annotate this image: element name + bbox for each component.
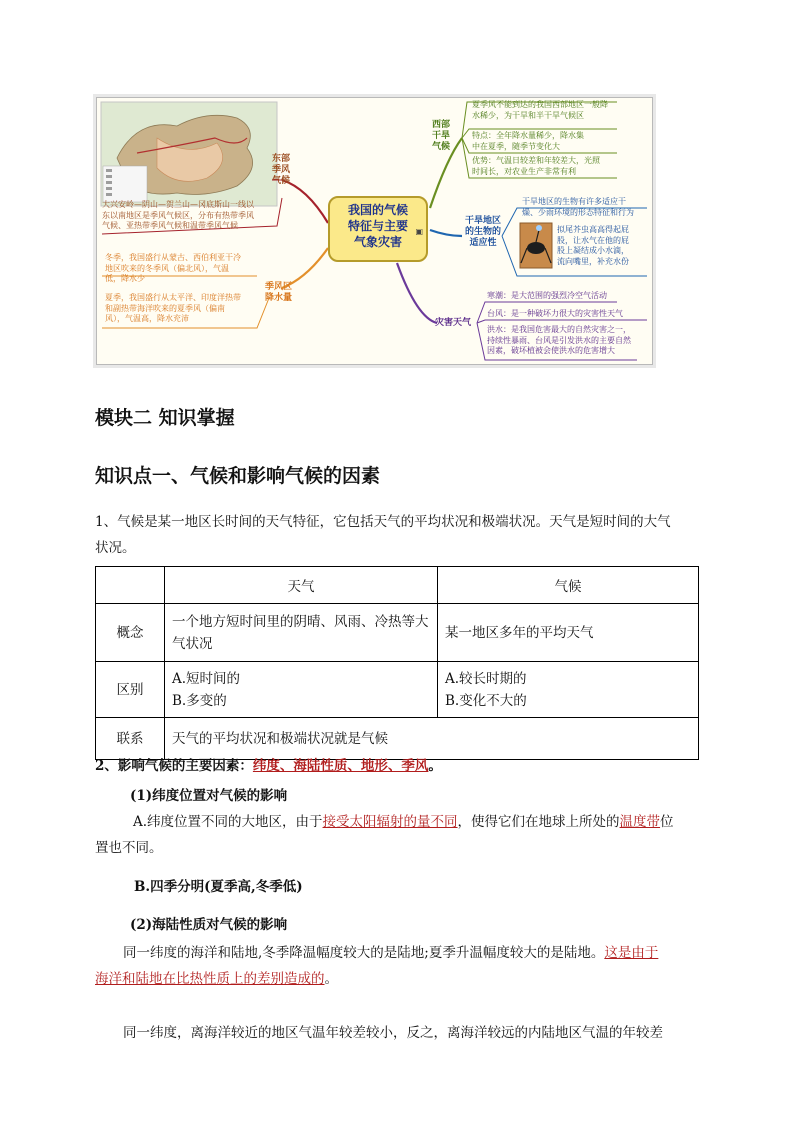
factors-key-highlight: 纬度、海陆性质、地形、季风 <box>252 758 429 774</box>
table-row <box>96 604 699 662</box>
weather-climate-table <box>95 566 699 760</box>
intro-paragraph: 1、气候是某一地区长时间的天气特征，它包括天气的平均状况和极端状况。天气是短时间的大气 状况。 <box>95 514 671 556</box>
branch-disaster-title: 灾害天气 <box>435 318 472 328</box>
latitude-paragraph-b: B.四季分明(夏季高,冬季低) <box>134 879 303 895</box>
sea-land-key-1: 这是由于 <box>604 945 659 961</box>
monsoon-winter-text: 冬季，我国盛行从蒙古、西伯利亚干冷 地区吹来的冬季风（偏北风），气温 低，降水少 <box>105 253 241 283</box>
knowledge-point-heading: 知识点一、气候和影响气候的因素 <box>95 465 381 487</box>
collapse-icon: ▣ <box>415 227 423 236</box>
sea-land-key-2: 海洋和陆地在比热性质上的差别造成的 <box>95 971 325 987</box>
row-label-concept: 概念 <box>96 604 165 662</box>
cell-weather-concept: 一个地方短时间里的阴晴、风雨、冷热等大 气状况 <box>165 604 438 662</box>
cell-climate-concept: 某一地区多年的平均天气 <box>438 604 699 662</box>
table-header-weather: 天气 <box>165 567 438 604</box>
east-monsoon-text: 大兴安岭—阴山—贺兰山—冈底斯山一线以 东以南地区是季风气候区，分布有热带季风 气候、亚热带季风气候和温带季风气候 <box>102 200 254 230</box>
table-header-empty <box>96 567 165 604</box>
disaster-item-1: 寒潮：是大范围的强烈冷空气活动 <box>487 291 607 300</box>
arid-adapt-item-1: 干旱地区的生物有许多适应干 燥、少雨环境的形态特征和行为 <box>522 197 634 217</box>
table-header-climate: 气候 <box>438 567 699 604</box>
cell-weather-difference: A.短时间的 B.多变的 <box>165 662 438 718</box>
disaster-item-3: 洪水：是我国危害最大的自然灾害之一， 持续性暴雨、台风是引发洪水的主要自然 因素，破坏植被会使洪水的危害增大 <box>487 325 631 355</box>
factors-line: 2、影响气候的主要因素：纬度、海陆性质、地形、季风。 <box>95 758 442 774</box>
table-header-row <box>96 567 699 604</box>
row-label-relation: 联系 <box>96 718 165 760</box>
sea-land-subheading: (2)海陆性质对气候的影响 <box>130 917 288 933</box>
cell-climate-difference: A.较长时期的 B.变化不大的 <box>438 662 699 718</box>
latitude-subheading: (1)纬度位置对气候的影响 <box>130 788 288 804</box>
monsoon-summer-text: 夏季，我国盛行从太平洋、印度洋热带 和副热带海洋吹来的夏季风（偏南 风），气温高，降水充沛 <box>105 293 241 323</box>
branch-west-arid-title: 西部 干旱 气候 <box>432 120 451 152</box>
table-row <box>96 662 699 718</box>
branch-east-monsoon-title: 东部 季风 气候 <box>272 154 291 186</box>
mind-map-figure <box>96 97 653 365</box>
sea-land-paragraph-2: 同一纬度，离海洋较近的地区气温年较差较小，反之，离海洋较远的内陆地区气温的年较差 <box>123 1025 663 1041</box>
sea-land-paragraph-1: 同一纬度的海洋和陆地,冬季降温幅度较大的是陆地;夏季升温幅度较大的是陆地。这是由于 海洋和陆地在比热性质上的差别造成的。 <box>95 945 659 987</box>
latitude-key-radiation: 接受太阳辐射的量不同 <box>322 814 458 830</box>
row-label-difference: 区别 <box>96 662 165 718</box>
branch-monsoon-rain-title: 季风区 降水量 <box>265 282 293 303</box>
arid-adapt-item-2: 拟尾芥虫高高得起屁 股，让水气在他的屁 股上凝结成小水滴， 流向嘴里，补充水份 <box>557 225 629 266</box>
latitude-key-temperature-zone: 温度带 <box>619 814 661 830</box>
disaster-item-2: 台风：是一种破坏力很大的灾害性天气 <box>487 309 623 318</box>
mind-map-center-node: 我国的气候 特征与主要 气象灾害 ▣ <box>328 196 428 262</box>
branch-arid-adapt-title: 干旱地区 的生物的 适应性 <box>465 216 502 248</box>
west-arid-item-1: 夏季风不能到达的我国西部地区一般降 水稀少，为干旱和半干旱气候区 <box>472 100 608 120</box>
west-arid-item-3: 优势：气温日较差和年较差大，光照 时间长，对农业生产非常有利 <box>472 156 600 176</box>
west-arid-item-2: 特点：全年降水量稀少，降水集 中在夏季，随季节变化大 <box>472 131 584 151</box>
latitude-paragraph-a: A.纬度位置不同的大地区，由于接受太阳辐射的量不同，使得它们在地球上所处的温度带位 置也不同。 <box>95 814 674 856</box>
module-heading: 模块二 知识掌握 <box>95 407 235 429</box>
cell-relation: 天气的平均状况和极端状况就是气候 <box>165 718 699 760</box>
